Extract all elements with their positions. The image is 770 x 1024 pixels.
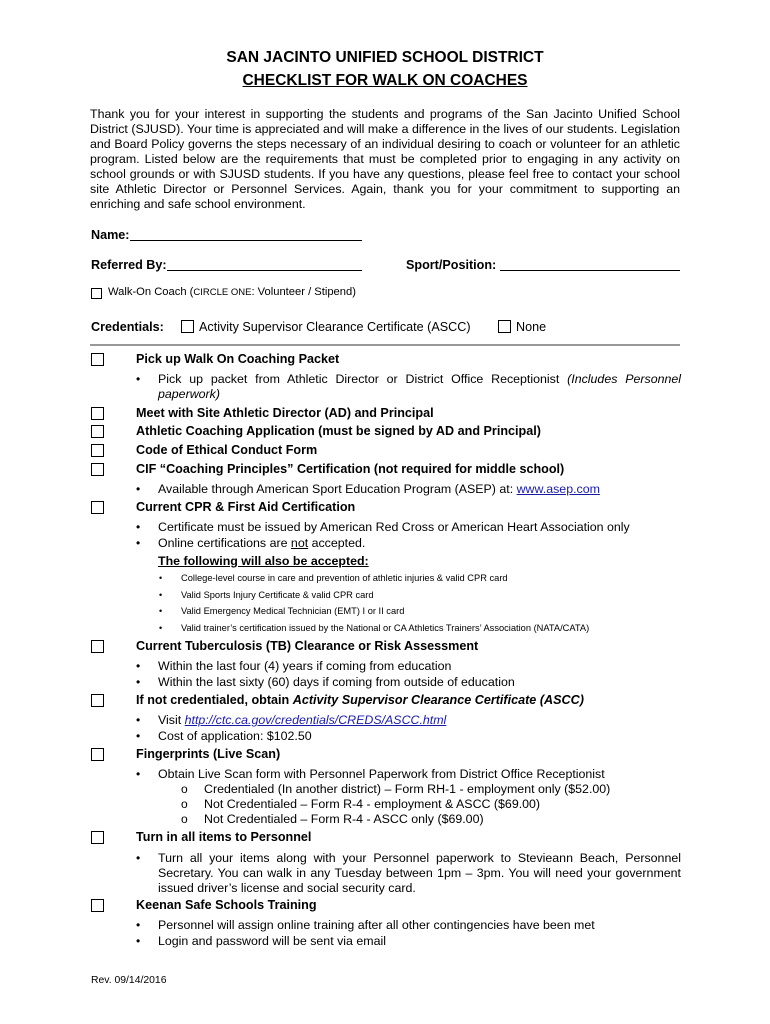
circle-bullet-icon: o [181,782,188,796]
conduct-checkbox[interactable] [91,444,104,457]
bullet-icon: • [136,918,141,932]
bullet-icon: • [159,623,163,633]
sport-position-field[interactable] [500,270,680,271]
cpr-heading: Current CPR & First Aid Certification [136,500,356,514]
fingerprints-bullet: Obtain Live Scan form with Personnel Paperwork from District Office Receptionist [158,767,605,781]
accepted-item: Valid Emergency Medical Technician (EMT) I or II card [181,606,405,616]
sport-position-label: Sport/Position: [406,258,497,272]
intro-paragraph: Thank you for your interest in supporting the students and programs of the San Jacinto Unified School District (SJUSD). Your time is appreciated and will make a difference in the lives of our students. Legislation and Board Policy governs the steps necessary of an individual desiring to coach or volunteer for an athletic program. Listed below are the requirements that must be completed prior to engaging in any activity on school grounds or with SJUSD students. If you have any questions, please feel free to contact your school site Athletic Director or Personnel Services. Again, thank you for your commitment to supporting an enriching and safe school environment. [90,107,680,211]
keenan-bullet-2: Login and password will be sent via email [158,934,386,948]
bullet-icon: • [159,573,163,583]
cif-checkbox[interactable] [91,463,104,476]
application-checkbox[interactable] [91,425,104,438]
ascc-credential-checkbox[interactable] [181,320,194,333]
none-credential-checkbox[interactable] [498,320,511,333]
packet-checkbox[interactable] [91,353,104,366]
accepted-heading: The following will also be accepted: [158,554,369,568]
referred-by-label: Referred By: [91,258,167,272]
accepted-item: Valid Sports Injury Certificate & valid CPR card [181,590,374,600]
accepted-item: Valid trainer’s certification issued by the National or CA Athletics Trainers’ Association (NATA/CATA) [181,623,590,633]
bullet-icon: • [136,767,141,781]
revision-date: Rev. 09/14/2016 [91,975,167,986]
bullet-icon: • [136,934,141,948]
referred-by-field[interactable] [167,270,362,271]
bullet-icon: • [136,520,141,534]
bullet-icon: • [136,675,141,689]
ascc-cost: Cost of application: $102.50 [158,729,312,743]
ctc-link[interactable]: http://ctc.ca.gov/credentials/CREDS/ASCC.html [184,713,447,727]
fingerprints-option-1: Credentialed (In another district) – Form RH-1 - employment only ($52.00) [204,782,611,796]
bullet-icon: • [136,851,141,865]
fingerprints-heading: Fingerprints (Live Scan) [136,747,281,761]
tb-bullet-2: Within the last sixty (60) days if coming from outside of education [158,675,515,689]
tb-checkbox[interactable] [91,640,104,653]
section-divider [90,344,680,346]
bullet-icon: • [159,590,163,600]
bullet-icon: • [136,536,141,550]
walk-on-coach-label: Walk-On Coach (CIRCLE ONE: Volunteer / Stipend) [108,286,356,298]
tb-heading: Current Tuberculosis (TB) Clearance or Risk Assessment [136,639,479,653]
ascc-heading: If not credentialed, obtain Activity Supervisor Clearance Certificate (ASCC) [136,693,584,707]
cif-heading: CIF “Coaching Principles” Certification (not required for middle school) [136,462,565,476]
asep-link[interactable]: www.asep.com [516,482,600,496]
ascc-credential-label: Activity Supervisor Clearance Certificate (ASCC) [199,320,471,334]
keenan-bullet-1: Personnel will assign online training after all other contingencies have been met [158,918,595,932]
turn-in-bullet: Turn all your items along with your Personnel paperwork to Stevieann Beach, Personnel Secretary. You can walk in any Tuesday between 1pm – 3pm. You will need your government issued driver’s license and social security card. [158,851,681,895]
bullet-icon: • [159,606,163,616]
fingerprints-checkbox[interactable] [91,748,104,761]
name-field[interactable] [130,240,362,241]
credentials-label: Credentials: [91,320,164,334]
keenan-heading: Keenan Safe Schools Training [136,898,317,912]
fingerprints-option-3: Not Credentialed – Form R-4 - ASCC only ($69.00) [204,812,484,826]
bullet-icon: • [136,372,141,386]
cpr-checkbox[interactable] [91,501,104,514]
bullet-icon: • [136,482,141,496]
fingerprints-option-2: Not Credentialed – Form R-4 - employment & ASCC ($69.00) [204,797,541,811]
cpr-bullet-2: Online certifications are not accepted. [158,536,366,550]
bullet-icon: • [136,729,141,743]
bullet-icon: • [136,659,141,673]
walk-on-coach-checkbox[interactable] [91,288,102,299]
application-heading: Athletic Coaching Application (must be signed by AD and Principal) [136,424,541,438]
checklist-title: CHECKLIST FOR WALK ON COACHES [242,72,528,89]
packet-bullet: Pick up packet from Athletic Director or District Office Receptionist (Includes Personnel paperwork) [158,372,682,401]
keenan-checkbox[interactable] [91,899,104,912]
meet-ad-heading: Meet with Site Athletic Director (AD) and Principal [136,406,434,420]
district-title: SAN JACINTO UNIFIED SCHOOL DISTRICT [226,49,544,66]
tb-bullet-1: Within the last four (4) years if coming from education [158,659,452,673]
none-credential-label: None [516,320,547,334]
ascc-visit: Visit http://ctc.ca.gov/credentials/CREDS/ASCC.html [158,713,447,727]
cpr-bullet-1: Certificate must be issued by American Red Cross or American Heart Association only [158,520,630,534]
packet-heading: Pick up Walk On Coaching Packet [136,352,340,366]
conduct-heading: Code of Ethical Conduct Form [136,443,318,457]
bullet-icon: • [136,713,141,727]
cif-bullet: Available through American Sport Education Program (ASEP) at: www.asep.com [158,482,600,496]
turn-in-checkbox[interactable] [91,831,104,844]
circle-bullet-icon: o [181,812,188,826]
meet-ad-checkbox[interactable] [91,407,104,420]
circle-bullet-icon: o [181,797,188,811]
turn-in-heading: Turn in all items to Personnel [136,830,312,844]
ascc-checkbox[interactable] [91,694,104,707]
name-label: Name: [91,228,130,242]
accepted-item: College-level course in care and prevention of athletic injuries & valid CPR card [181,573,508,583]
